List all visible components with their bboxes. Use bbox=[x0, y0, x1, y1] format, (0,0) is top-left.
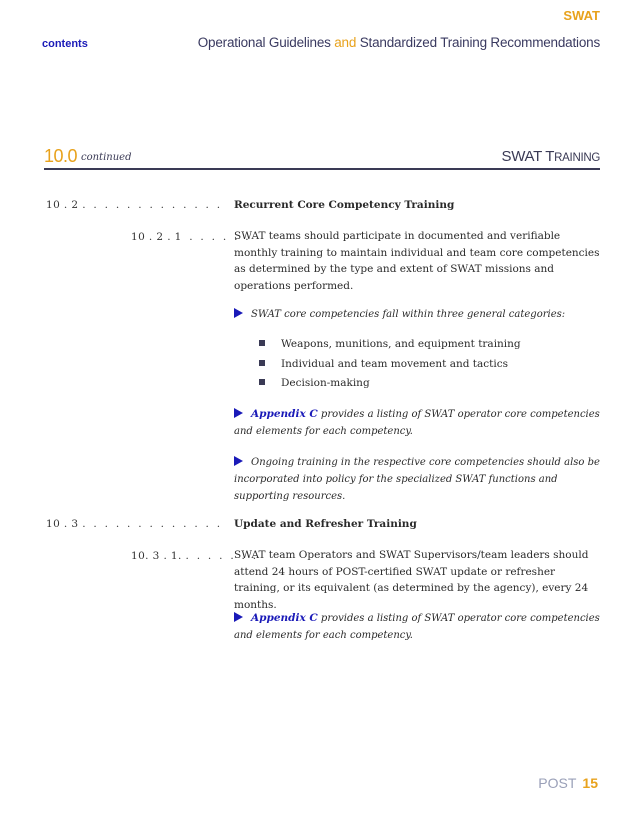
contents-link[interactable]: contents bbox=[42, 38, 88, 50]
note-categories bbox=[234, 306, 604, 323]
appendix-c-link[interactable]: Appendix C bbox=[251, 408, 318, 420]
appendix-c-link[interactable]: Appendix C bbox=[251, 612, 318, 624]
item-number-10-3: 10 . 3 . . . . . . . . . . . . . bbox=[46, 518, 221, 530]
item-title-10-3: Update and Refresher Training bbox=[234, 518, 417, 530]
list-item-label: Individual and team movement and tactics bbox=[281, 358, 508, 370]
header-subtitle bbox=[198, 35, 600, 50]
note-appendix-text: provides a listing of SWAT operator core competencies and elements for each competency. bbox=[234, 613, 600, 641]
list-item-label: Weapons, munitions, and equipment training bbox=[281, 338, 521, 350]
note-appendix-text: provides a listing of SWAT operator core competencies and elements for each competency. bbox=[234, 409, 600, 437]
section-title-rest: RAINING bbox=[554, 152, 600, 164]
note-ongoing bbox=[234, 454, 604, 505]
square-bullet-icon bbox=[259, 360, 265, 366]
footer-post: POST bbox=[538, 775, 577, 791]
note-ongoing-text: Ongoing training in the respective core competencies should also be incorporated into policy for the specialized SWAT functions and supporting resources. bbox=[234, 457, 600, 502]
list-item bbox=[259, 377, 370, 389]
section-heading bbox=[44, 146, 600, 168]
square-bullet-icon bbox=[259, 340, 265, 346]
subtitle-and: and bbox=[334, 35, 357, 50]
note-categories-text: SWAT core competencies fall within three general categories: bbox=[251, 309, 566, 320]
list-item bbox=[259, 358, 508, 370]
item-title-10-2: Recurrent Core Competency Training bbox=[234, 199, 455, 211]
note-appendix-1 bbox=[234, 406, 604, 440]
square-bullet-icon bbox=[259, 379, 265, 385]
item-text-10-3-1: SWAT team Operators and SWAT Supervisors/team leaders should attend 24 hours of POST-certified SWAT update or refresher training, or its equivalent (as determined by the agency), every 24 months. bbox=[234, 549, 589, 611]
header-brand: SWAT bbox=[563, 8, 600, 23]
section-title-first: SWAT T bbox=[501, 148, 555, 165]
triangle-bullet-icon bbox=[234, 308, 243, 318]
subtitle-part2: Standardized Training Recommendations bbox=[359, 35, 600, 50]
section-title bbox=[502, 148, 600, 165]
list-item bbox=[259, 338, 521, 350]
list-item-label: Decision-making bbox=[281, 377, 370, 389]
section-continued: continued bbox=[81, 152, 132, 163]
page-number: 15 bbox=[582, 775, 598, 791]
item-number-10-2-1: 10 . 2 . 1 . . . . . . bbox=[131, 231, 250, 243]
section-number: 10.0 bbox=[44, 146, 78, 166]
triangle-bullet-icon bbox=[234, 456, 243, 466]
footer bbox=[538, 775, 598, 791]
triangle-bullet-icon bbox=[234, 612, 243, 622]
item-number-10-3-1: 10. 3 . 1. . . . . . . . bbox=[131, 550, 257, 562]
subtitle-part1: Operational Guidelines bbox=[197, 35, 331, 50]
section-rule bbox=[44, 168, 600, 170]
note-appendix-2 bbox=[234, 610, 604, 644]
item-text-10-2-1: SWAT teams should participate in documented and verifiable monthly training to maintain individual and team core competencies as determined by the type and extent of SWAT missions and operations performed. bbox=[234, 230, 600, 292]
triangle-bullet-icon bbox=[234, 408, 243, 418]
item-number-10-2: 10 . 2 . . . . . . . . . . . . . bbox=[46, 199, 221, 211]
